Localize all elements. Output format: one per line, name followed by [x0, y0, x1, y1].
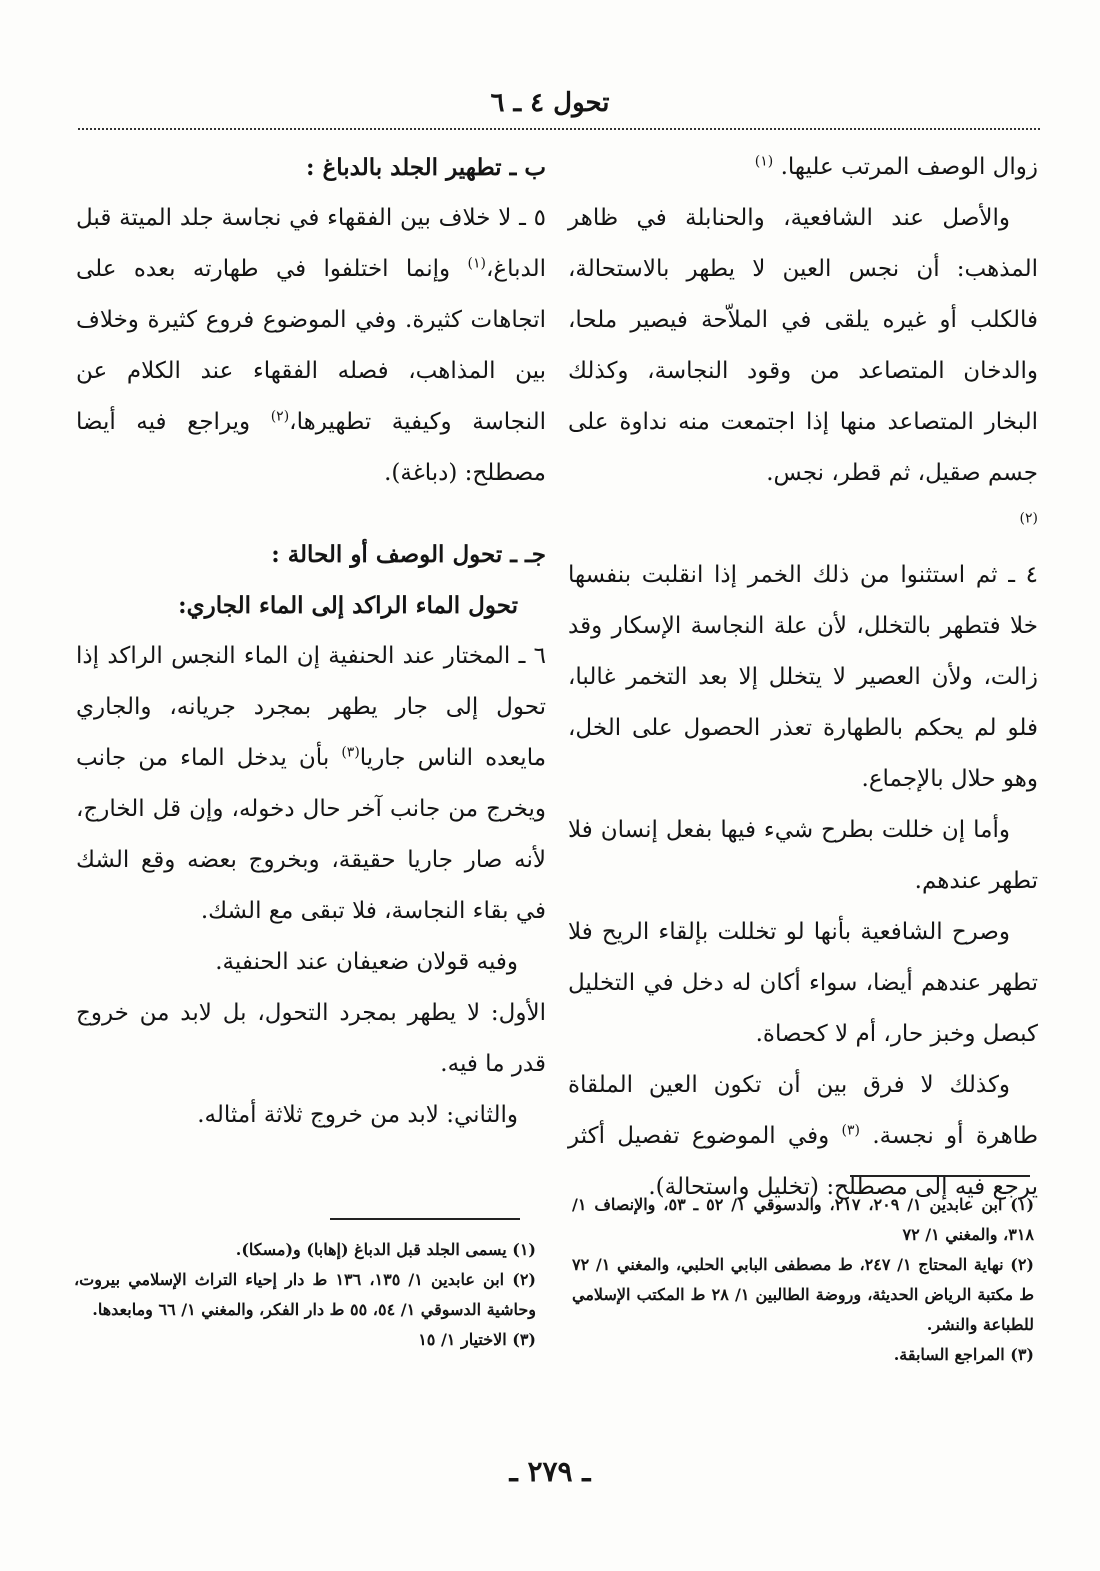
paragraph: وصرح الشافعية بأنها لو تخللت بإلقاء الريح فلا تطهر عندهم أيضا، سواء أكان له دخل في التخليل كبصل وخبز حار، أم لا كحصاة.	[568, 919, 1038, 1047]
section-heading: جـ ـ تحول الوصف أو الحالة :	[271, 541, 546, 568]
paragraph: وفيه قولان ضعيفان عند الحنفية.	[215, 949, 518, 975]
footnote-ref[interactable]: (٣)	[841, 1122, 860, 1139]
footnote: (١) يسمى الجلد قبل الدباغ (إهابا) و(مسكا).	[235, 1240, 536, 1259]
paragraph: والأصل عند الشافعية، والحنابلة في ظاهر المذهب: أن نجس العين لا يطهر بالاستحالة، فالكلب أو غيره يلقى في الملاّحة فيصير ملحا، والدخان المتصاعد من وقود النجاسة، وكذلك البخار المتصاعد منها إذا اجتمعت منه نداوة على جسم صقيل، ثم قطر، نجس.	[568, 205, 1038, 486]
paragraph: ٦ ـ المختار عند الحنفية إن الماء النجس الراكد إذا تحول إلى جار يطهر بمجرد جريانه، والجاري مايعده الناس جاريا$^{(٣)}$ بأن يدخل الماء من جانب ويخرج من جانب آخر حال دخوله، وإن قل الخارج، لأنه صار جاريا حقيقة، وبخروج بعضه وقع الشك في بقاء النجاسة، فلا تبقى مع الشك.	[76, 643, 547, 924]
footnote-divider	[850, 1175, 1030, 1177]
right-column	[568, 142, 1038, 1213]
left-column	[76, 142, 546, 1141]
header-dotted-rule	[78, 128, 1040, 130]
page-number: ـ ٢٧٩ ـ	[509, 1455, 591, 1488]
paragraph: زوال الوصف المرتب عليها. $^{(١)}$	[754, 153, 1038, 180]
running-header: تحول ٤ ـ ٦	[490, 88, 610, 118]
subsection-heading: تحول الماء الراكد إلى الماء الجاري:	[178, 592, 518, 619]
footnote: (١) ابن عابدين ١/ ٢٠٩، ٢١٧، والدسوقي ١/ ٥٢ ـ ٥٣، والإنصاف ١/ ٣١٨، والمغني ١/ ٧٢	[572, 1195, 1035, 1244]
footnote-divider	[330, 1218, 520, 1220]
paragraph	[568, 499, 1038, 550]
footnote-ref[interactable]: (٣)	[341, 744, 360, 761]
footnote-ref[interactable]: (١)	[754, 153, 774, 170]
paragraph: ٤ ـ ثم استثنوا من ذلك الخمر إذا انقلبت بنفسها خلا فتطهر بالتخلل، لأن علة النجاسة الإسكار وقد زالت، ولأن العصير لا يتخلل إلا بعد التخمر غالبا، فلو لم يحكم بالطهارة تعذر الحصول على الخل، وهو حلال بالإجماع.	[568, 562, 1038, 792]
footnote: (٣) الاختيار ١/ ١٥	[418, 1330, 536, 1349]
paragraph: الأول: لا يطهر بمجرد التحول، بل لابد من خروج قدر ما فيه.	[76, 1000, 546, 1077]
paragraph: ٥ ـ لا خلاف بين الفقهاء في نجاسة جلد الميتة قبل الدباغ،$^{(١)}$ وإنما اختلفوا في طهارته بعده على اتجاهات كثيرة. وفي الموضوع فروع كثيرة وخلاف بين المذاهب، فصله الفقهاء عند الكلام عن النجاسة وكيفية تطهيرها،$^{(٢)}$ ويراجع فيه أيضا مصطلح: (دباغة).	[76, 205, 546, 486]
footnotes-right	[572, 1190, 1034, 1370]
paragraph: والثاني: لابد من خروج ثلاثة أمثاله.	[197, 1102, 518, 1128]
footnote-ref[interactable]: (٢)	[1019, 510, 1038, 527]
footnote: (٢) ابن عابدين ١/ ١٣٥، ١٣٦ ط دار إحياء التراث الإسلامي بيروت، وحاشية الدسوقي ١/ ٥٤، ٥٥ ط دار الفكر، والمغني ١/ ٦٦ ومابعدها.	[74, 1270, 536, 1319]
paragraph: وأما إن خللت بطرح شيء فيها بفعل إنسان فلا تطهر عندهم.	[568, 817, 1038, 894]
paragraph: وكذلك لا فرق بين أن تكون العين الملقاة طاهرة أو نجسة. $^{(٣)}$ وفي الموضوع تفصيل أكثر يرجع فيه إلى مصطلح: (تخليل واستحالة).	[568, 1072, 1039, 1200]
footnote: (٣) المراجع السابقة.	[893, 1345, 1034, 1364]
footnote-ref[interactable]: (١)	[467, 255, 486, 272]
footnote-ref[interactable]: (٢)	[270, 408, 290, 425]
section-heading: ب ـ تطهير الجلد بالدباغ :	[306, 154, 546, 181]
footnotes-left	[74, 1235, 536, 1355]
footnote: (٢) نهاية المحتاج ١/ ٢٤٧، ط مصطفى البابي الحلبي، والمغني ١/ ٧٢ ط مكتبة الرياض الحديثة، وروضة الطالبين ١/ ٢٨ ط المكتب الإسلامي للطباعة والنشر.	[572, 1255, 1034, 1334]
